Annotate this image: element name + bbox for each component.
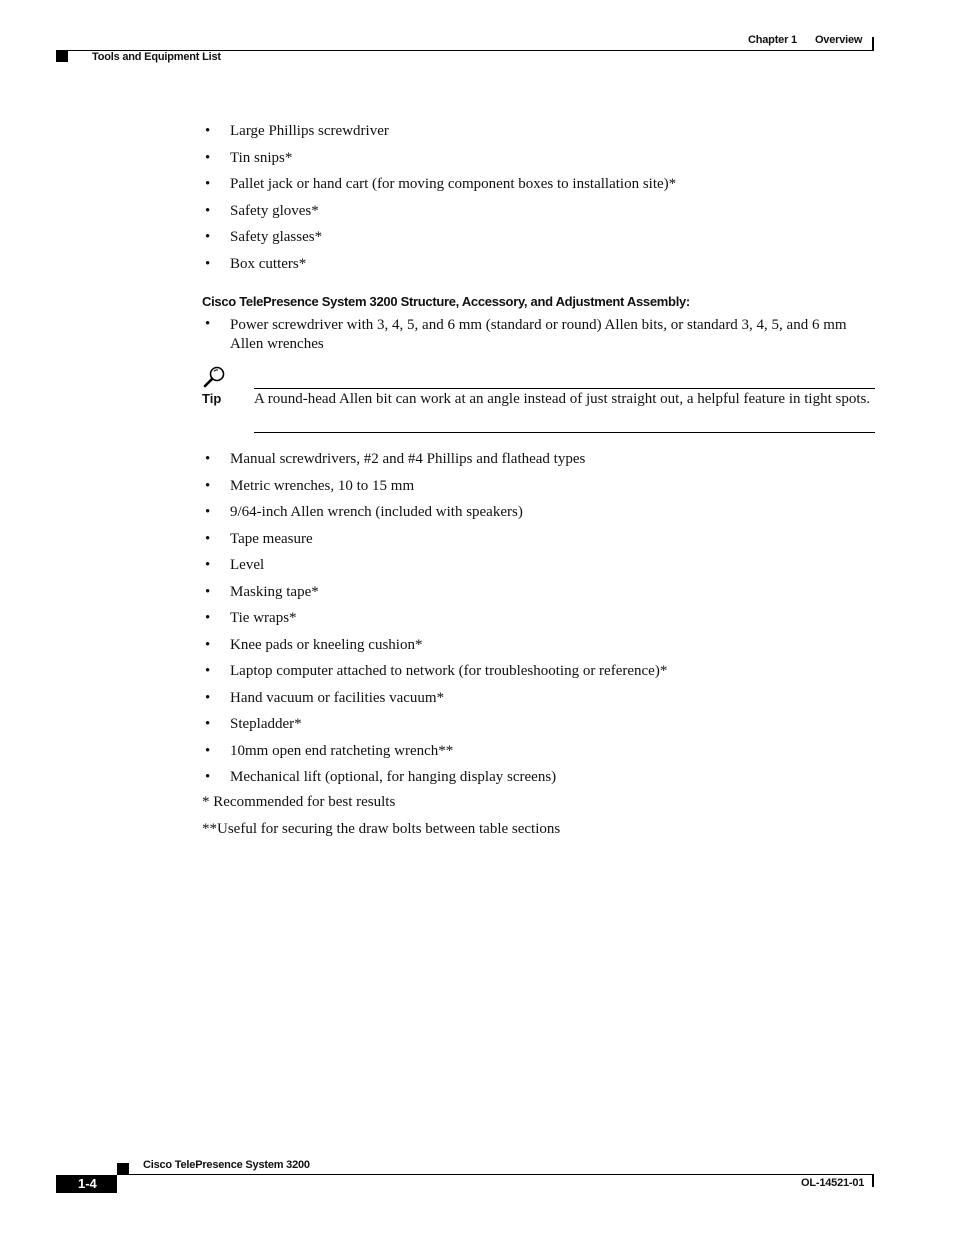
list-item: • Knee pads or kneeling cushion* [205, 636, 423, 653]
list-item: • Hand vacuum or facilities vacuum* [205, 689, 445, 706]
list-item: • Large Phillips screwdriver [205, 123, 389, 139]
list-item: • Safety gloves* [205, 202, 319, 219]
footer-product-title: Cisco TelePresence System 3200 [143, 1159, 310, 1171]
header-marker-block [56, 51, 68, 62]
list-item: • Stepladder* [205, 716, 302, 732]
tip-text: A round-head Allen bit can work at an angle instead of just straight out, a helpful feature in tight spots. [254, 391, 871, 407]
list-item: • Tape measure [205, 530, 313, 547]
footnote-recommended: * Recommended for best results [202, 794, 396, 810]
footnote-draw-bolts: **Useful for securing the draw bolts between table sections [202, 821, 561, 837]
list-item: • Masking tape* [205, 583, 319, 600]
list-item: • Tin snips* [205, 149, 293, 166]
tip-rule-bottom [254, 432, 875, 433]
document-id: OL-14521-01 [801, 1177, 865, 1189]
list-item: • Manual screwdrivers, #2 and #4 Phillips and flathead types [205, 451, 586, 467]
power-screwdriver-item: Power screwdriver with 3, 4, 5, and 6 mm (standard or round) Allen bits, or standard 3, 4, 5, and 6 mm Allen wrenches [230, 317, 847, 352]
list-item: • Pallet jack or hand cart (for moving component boxes to installation site)* [205, 176, 677, 192]
magnifier-icon [202, 365, 228, 389]
assembly-heading: Cisco TelePresence System 3200 Structure, Accessory, and Adjustment Assembly: [202, 294, 690, 309]
list-item: • Safety glasses* [205, 229, 323, 245]
list-item: • 9/64-inch Allen wrench (included with speakers) [205, 504, 523, 520]
footer-rule [117, 1174, 874, 1175]
list-item: • Box cutters* [205, 255, 307, 272]
tip-label: Tip [202, 391, 222, 406]
section-title: Tools and Equipment List [92, 51, 221, 63]
list-item: • Metric wrenches, 10 to 15 mm [205, 477, 415, 494]
list-item: • 10mm open end ratcheting wrench** [205, 742, 454, 759]
chapter-title: Overview [814, 34, 863, 46]
list-item: • Laptop computer attached to network (for troubleshooting or reference)* [205, 663, 668, 679]
assembly-tools-list [205, 450, 875, 795]
tip-rule-top [254, 388, 875, 389]
page-number: 1-4 [78, 1176, 97, 1191]
running-header-chapter [748, 34, 862, 46]
list-item: • Tie wraps* [205, 610, 297, 626]
general-tools-list [205, 122, 875, 281]
footer-right-bar [872, 1175, 874, 1187]
footer-marker-block [117, 1163, 129, 1174]
chapter-number: Chapter 1 [748, 34, 797, 46]
list-item: • Mechanical lift (optional, for hanging display screens) [205, 769, 557, 785]
list-item: • Level [205, 557, 265, 573]
header-right-bar [872, 37, 874, 51]
